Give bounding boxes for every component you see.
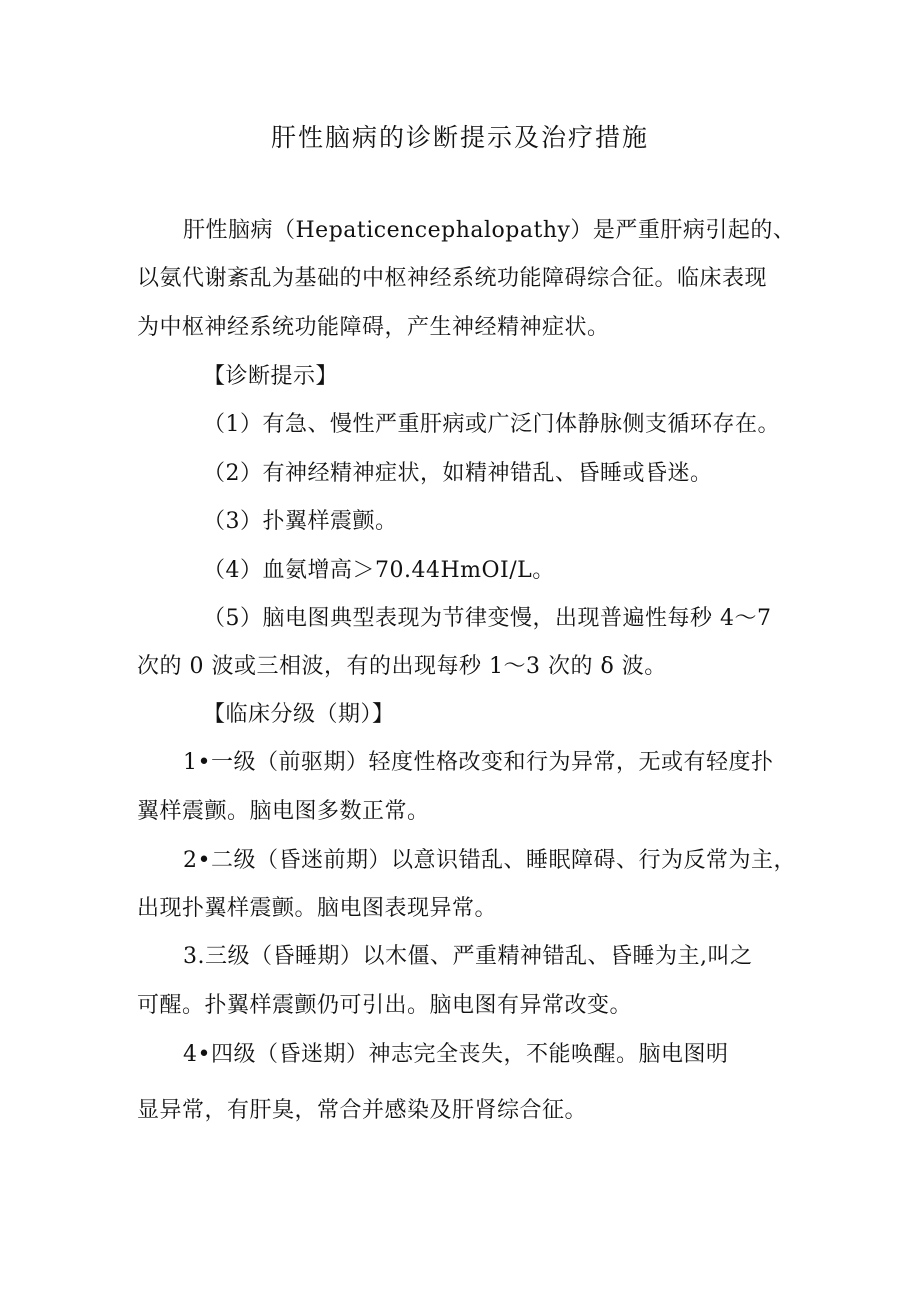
grading-item-1-line-2: 翼样震颤。脑电图多数正常。 bbox=[137, 799, 430, 824]
diagnosis-item-3: （3）扑翼样震颤。 bbox=[203, 509, 398, 534]
grading-item-4-line-2: 显异常，有肝臭，常合并感染及肝肾综合征。 bbox=[137, 1098, 588, 1123]
intro-line-3: 为中枢神经系统功能障碍，产生神经精神症状。 bbox=[137, 315, 610, 340]
diagnosis-item-2: （2）有神经精神症状，如精神错乱、昏睡或昏迷。 bbox=[203, 461, 713, 486]
grading-item-2-line-2: 出现扑翼样震颤。脑电图表现异常。 bbox=[137, 896, 498, 921]
diagnosis-item-5-line-1: （5）脑电图典型表现为节律变慢，出现普遍性每秒 4～7 bbox=[203, 606, 772, 631]
grading-item-2-line-1: 2•二级（昏迷前期）以意识错乱、睡眠障碍、行为反常为主， bbox=[183, 848, 796, 873]
grading-item-1-line-1: 1•一级（前驱期）轻度性格改变和行为异常，无或有轻度扑 bbox=[183, 750, 774, 775]
intro-line-2: 以氨代谢紊乱为基础的中枢神经系统功能障碍综合征。临床表现 bbox=[137, 266, 768, 291]
intro-line-1: 肝性脑病（Hepaticencephalopathy）是严重肝病引起的、 bbox=[183, 218, 796, 243]
document-title: 肝性脑病的诊断提示及治疗措施 bbox=[270, 123, 649, 152]
grading-item-4-line-1: 4•四级（昏迷期）神志完全丧失，不能唤醒。脑电图明 bbox=[183, 1042, 729, 1067]
diagnosis-heading: 【诊断提示】 bbox=[203, 364, 339, 389]
grading-item-3-line-2: 可醒。扑翼样震颤仍可引出。脑电图有异常改变。 bbox=[137, 993, 633, 1018]
diagnosis-item-5-line-2: 次的 0 波或三相波，有的出现每秒 1～3 次的 δ 波。 bbox=[137, 654, 667, 679]
diagnosis-item-1: （1）有急、慢性严重肝病或广泛门体静脉侧支循环存在。 bbox=[203, 412, 780, 437]
diagnosis-item-4: （4）血氨增高＞70.44HmOI/L。 bbox=[203, 558, 555, 583]
grading-heading: 【临床分级（期）】 bbox=[203, 702, 395, 727]
grading-item-3-line-1: 3.三级（昏睡期）以木僵、严重精神错乱、昏睡为主,叫之 bbox=[183, 944, 753, 969]
